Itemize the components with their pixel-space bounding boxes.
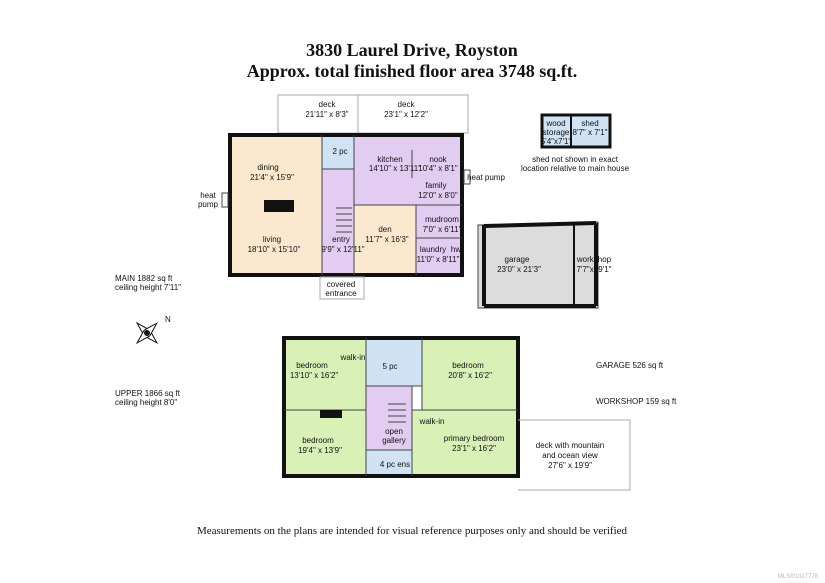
compass-north-label: N <box>165 315 171 324</box>
upper-deck-label-2: and ocean view <box>542 451 598 460</box>
room-family-dims: 12'0" x 8'0" <box>418 191 458 200</box>
workshop-area-stat: WORKSHOP 159 sq ft <box>596 397 677 406</box>
room-bedroom-nw-name: bedroom <box>296 361 328 370</box>
disclaimer: Measurements on the plans are intended for visual reference purposes only and should be verified <box>196 525 628 537</box>
room-two-pc-name: 2 pc <box>332 147 348 156</box>
workshop-name: workshop <box>576 255 612 264</box>
garage-block <box>478 222 612 308</box>
sheds-block <box>521 115 630 173</box>
covered-entrance-label-2: entrance <box>325 289 357 298</box>
room-five-pc-name: 5 pc <box>382 362 398 371</box>
heat-pump-left-label-2: pump <box>197 200 219 209</box>
deck-left-label: deck <box>318 100 336 109</box>
entry-area <box>322 169 354 275</box>
room-bedroom-ne-dims: 20'8" x 16'2" <box>448 371 492 380</box>
heat-pump-left-unit <box>222 193 228 207</box>
room-mudroom-name: mudroom <box>425 215 459 224</box>
garage-area-stat: GARAGE 526 sq ft <box>596 361 664 370</box>
room-four-pc-ens-name: 4 pc ens <box>379 460 411 469</box>
workshop-dims: 7'7"x19'1" <box>576 265 612 274</box>
room-walk-in-top-name: walk-in <box>340 353 366 362</box>
room-walk-in-bottom-name: walk-in <box>419 417 445 426</box>
fireplace <box>264 200 294 212</box>
upper-floor-plan <box>115 338 630 490</box>
page-title: 3830 Laurel Drive, Royston <box>306 40 518 60</box>
watermark: MLS®1027778 <box>777 574 818 580</box>
room-living-name: living <box>262 235 282 244</box>
shed-note-1: shed not shown in exact <box>532 155 618 164</box>
room-den-name: den <box>378 225 392 234</box>
main-floor-ceiling: ceiling height 7'11" <box>115 283 182 292</box>
deck-right-label: deck <box>397 100 415 109</box>
room-primary-bedroom-name: primary bedroom <box>443 434 505 443</box>
room-bedroom-ne-name: bedroom <box>452 361 484 370</box>
room-den-dims: 11'7" x 16'3" <box>365 235 409 244</box>
upper-deck-label-3: 27'6" x 19'9" <box>548 461 592 470</box>
garage-dims: 23'0" x 21'3" <box>497 265 541 274</box>
shed-name: shed <box>581 119 599 128</box>
room-kitchen-name: kitchen <box>377 155 403 164</box>
room-living-dims: 18'10" x 15'10" <box>247 245 301 254</box>
room-laundry-dims: 11'0" x 8'11" <box>416 255 460 264</box>
upper-deck-label-1: deck with mountain <box>535 441 605 450</box>
room-family-name: family <box>425 181 447 190</box>
upper-fireplace <box>320 410 342 418</box>
room-entry-dims: 9'9" x 12'11" <box>321 245 365 254</box>
room-laundry-name: laundry <box>419 245 447 254</box>
wood-storage-dims: 5'4"x7'1" <box>540 137 572 146</box>
room-kitchen-dims: 14'10" x 13'11" <box>368 164 422 173</box>
shed-note-2: location relative to main house <box>520 164 630 173</box>
room-entry-name: entry <box>332 235 350 244</box>
wood-storage-name-2: storage <box>542 128 570 137</box>
main-floor-plan <box>115 95 505 299</box>
upper-floor-area: UPPER 1866 sq ft <box>115 389 180 398</box>
upper-floor-ceiling: ceiling height 8'0" <box>115 398 178 407</box>
room-dining-name: dining <box>257 163 279 172</box>
wood-storage-name-1: wood <box>546 119 566 128</box>
room-open-gallery-name-2: gallery <box>382 436 406 445</box>
deck-right-dims: 23'1" x 12'2" <box>384 110 428 119</box>
room-bedroom-sw-name: bedroom <box>302 436 334 445</box>
room-nook-name: nook <box>429 155 447 164</box>
room-open-gallery-name-1: open <box>385 427 403 436</box>
room-bedroom-nw-dims: 13'10" x 16'2" <box>289 371 339 380</box>
room-mudroom-dims: 7'0" x 6'11" <box>422 225 462 234</box>
room-bedroom-sw-dims: 19'4" x 13'9" <box>298 446 342 455</box>
page-subtitle: Approx. total finished floor area 3748 sq.ft. <box>246 61 578 81</box>
main-floor-area: MAIN 1882 sq ft <box>115 274 173 283</box>
room-primary-bedroom-dims: 23'1" x 16'2" <box>452 444 496 453</box>
room-nook-dims: 10'4" x 8'1" <box>418 164 458 173</box>
shed-dims: 8'7" x 7'1" <box>572 128 608 137</box>
garage-name: garage <box>504 255 530 264</box>
deck-left-dims: 21'11" x 8'3" <box>305 110 349 119</box>
compass-icon <box>127 313 167 353</box>
room-dining-dims: 21'4" x 15'9" <box>250 173 294 182</box>
heat-pump-left-label-1: heat <box>200 191 216 200</box>
room-hw-name: hw <box>450 245 462 254</box>
covered-entrance-label-1: covered <box>326 280 356 289</box>
heat-pump-right-label: heat pump <box>467 173 505 182</box>
